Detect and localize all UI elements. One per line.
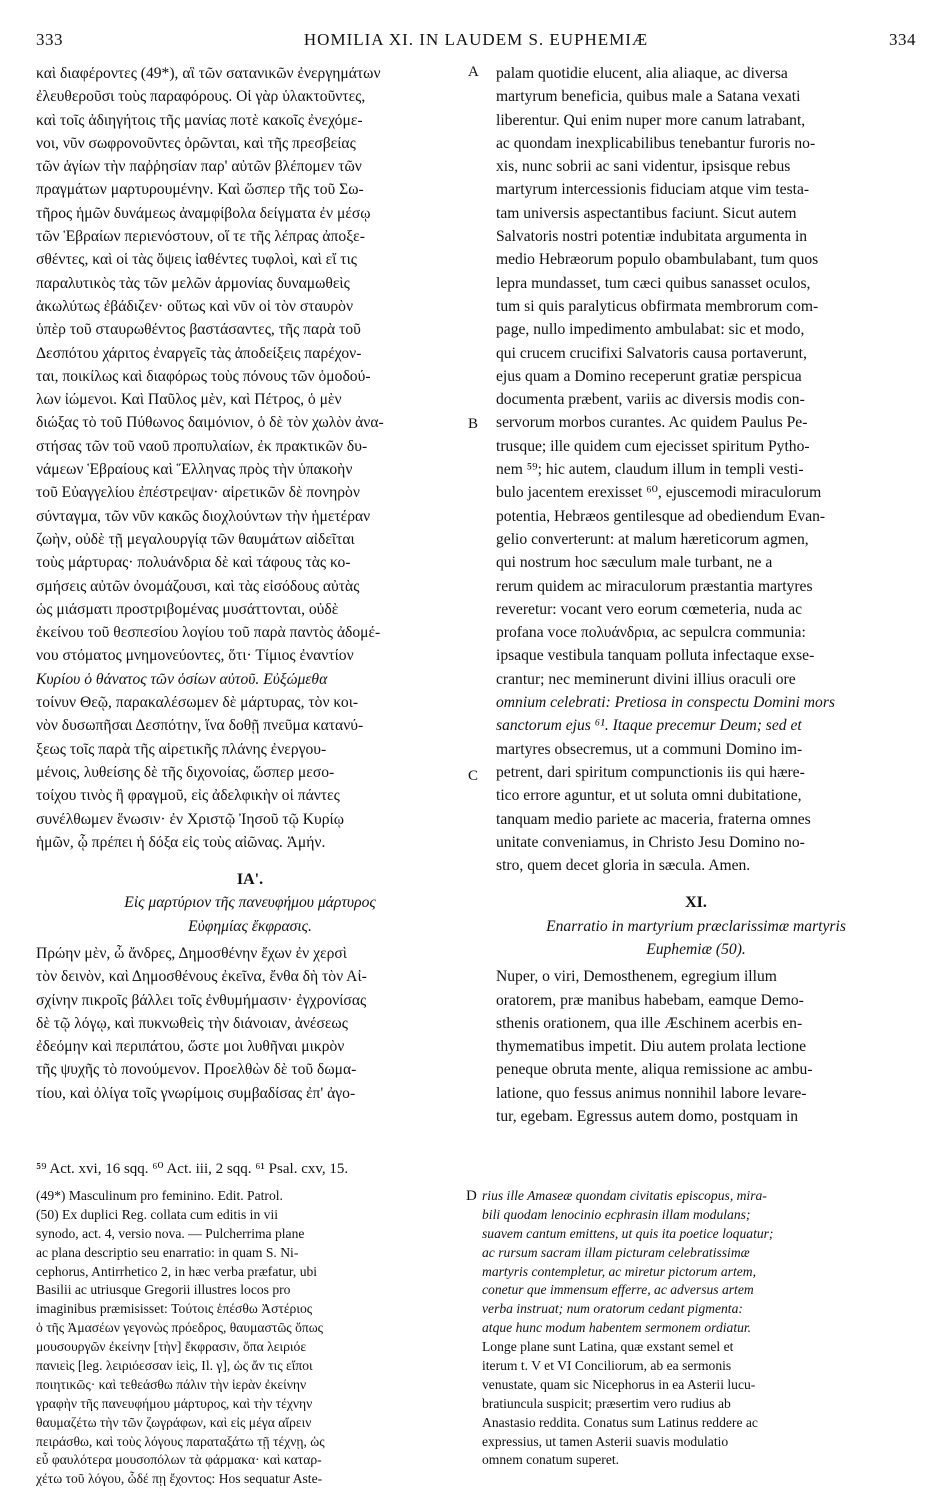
text-line: sanctorum ejus ⁶¹. Itaque precemur Deum; sed et — [496, 717, 802, 735]
text-line: martyres obsecremus, ut a communi Domino im- — [496, 740, 803, 758]
text-line: reveretur: vocant vero eorum cœmeteria, nuda ac — [496, 600, 803, 618]
text-line: ὡς μιάσματι προστριβομένας μυσάττονται, οὐδὲ — [36, 600, 339, 618]
note-line: Anastasio reddita. Conatus sum Latinus reddere ac — [482, 1414, 758, 1430]
text-line: Nuper, o viri, Demosthenem, egregium illum — [496, 968, 777, 986]
text-line: καὶ τοῖς ἀδιηγήτοις τῆς μανίας ποτὲ κακοῖς ἐνεχόμε- — [36, 111, 363, 129]
note-line: (49*) Masculinum pro feminino. Edit. Patrol. — [36, 1188, 283, 1203]
notes-left-column — [36, 1187, 462, 1489]
note-line: bratiuncula suspicit; præsertim vero rudius ab — [482, 1395, 731, 1411]
text-line: tanquam medio pariete ac maceria, fraterna omnes — [496, 810, 811, 828]
text-line: bulo jacentem erexisset ⁶⁰, ejuscemodi miraculorum — [496, 484, 822, 502]
text-line: ἐδεόμην καὶ περιπάτου, ὥστε μοι λυθῆναι μικρὸν — [36, 1038, 345, 1056]
text-line: τῆρος ἡμῶν δυνάμεως ἀναμφίβολα δείγματα ἐν μέσῳ — [36, 204, 371, 222]
text-line: oratorem, præ manibus habebam, eamque Demo- — [496, 991, 804, 1009]
margin-letter-d: D — [466, 1188, 477, 1204]
text-line: gelio converterunt: at malum hæreticorum agmen, — [496, 530, 809, 548]
page-number-left: 333 — [36, 30, 63, 49]
text-line: tam universis aspectantibus faciunt. Sicut autem — [496, 204, 797, 222]
text-line: τῶν ἁγίων τὴν παῤῥησίαν παρ' αὐτῶν βλέπομεν τῶν — [36, 158, 362, 176]
section-title: Enarratio in martyrium præclarissimæ martyris — [546, 917, 846, 935]
notes-right-column — [482, 1187, 894, 1470]
text-line: medio Hebræorum populo obambulabant, tum quos — [496, 251, 819, 269]
text-line: ἡμῶν, ᾧ πρέπει ἡ δόξα εἰς τοὺς αἰῶνας. Ἀμήν. — [36, 833, 326, 851]
text-line: thymematibus impetit. Diu autem prolata lectione — [496, 1038, 807, 1056]
text-line: νάμεων Ἑβραίους καὶ Ἕλληνας πρὸς τὴν ὑπακοὴν — [36, 461, 353, 479]
section-title: Εὐφημίας ἔκφρασις. — [188, 917, 312, 935]
section-number: XI. — [685, 894, 707, 912]
text-line: potentia, Hebræos gentilesque ad obediendum Evan- — [496, 507, 826, 525]
greek-column — [36, 62, 464, 1105]
note-line: expressius, ut tamen Asterii suavis modulatio — [482, 1433, 729, 1449]
text-line: σθέντες, καὶ οἱ τὰς ὄψεις ἰαθέντες τυφλοὶ, καὶ εἴ τις — [36, 251, 357, 269]
text-line: νὸν δυσωπῆσαι Δεσπότην, ἵνα δοθῇ πνεῦμα κατανύ- — [36, 717, 364, 735]
note-line: omnem conatum superet. — [482, 1452, 620, 1468]
text-line: unitate conveniamus, in Christo Jesu Domino no- — [496, 833, 805, 851]
margin-letter-c: C — [468, 768, 479, 784]
text-line: πραγμάτων μαρτυρουμένην. Καὶ ὥσπερ τῆς τοῦ Σω- — [36, 181, 364, 199]
text-line: τὸν δεινὸν, καὶ Δημοσθένους ἐκεῖνα, ἔνθα δὴ τὸν Αἰ- — [36, 968, 367, 986]
text-line: τοὺς μάρτυρας· πολυάνδρια δὲ καὶ τάφους τὰς κο- — [36, 554, 351, 572]
text-line: omnium celebrati: Pretiosa in conspectu Domini mors — [496, 694, 835, 712]
margin-letter-b: B — [468, 416, 479, 432]
note-line: conetur que immensum efferre, ac adversus artem — [482, 1282, 754, 1298]
note-line: χέτω τοῦ λόγου, ὧδέ πῃ ἔχοντος: Hos sequatur Aste- — [36, 1471, 323, 1487]
note-line: rius ille Amaseæ quondam civitatis episcopus, mira- — [482, 1188, 767, 1203]
text-line: ὑπὲρ τοῦ σταυρωθέντος βαστάσαντες, τῆς παρὰ τοῦ — [36, 321, 361, 339]
note-line: bili quodam lenocinio ecphrasin illam modulans; — [482, 1206, 751, 1222]
page-header — [36, 30, 916, 54]
text-line: lepra mundasset, tum cæci quibus sanasset oculos, — [496, 274, 811, 292]
text-line: martyrum beneficia, quibus male a Satana vexati — [496, 88, 801, 106]
text-line: stro, quem decet gloria in sæcula. Amen. — [496, 857, 751, 875]
text-line: martyrum intercessionis fiduciam atque vim testa- — [496, 181, 810, 199]
text-line: crantur; nec meminerunt divini illius oraculi ore — [496, 670, 796, 688]
text-line: servorum morbos curantes. Ac quidem Paulus Pe- — [496, 414, 808, 432]
page-number-right: 334 — [889, 30, 916, 49]
text-line: ζωὴν, οὐδὲ τῇ μεγαλουργίᾳ τῶν θαυμάτων αἰδεῖται — [36, 530, 355, 548]
note-line: iterum t. V et VI Conciliorum, ab ea sermonis — [482, 1358, 732, 1374]
text-line: Salvatoris nostri potentiæ indubitata argumenta in — [496, 228, 808, 246]
text-line: ac quondam inexplicabilibus tenebantur furoris no- — [496, 134, 816, 152]
running-title: HOMILIA XI. IN LAUDEM S. EUPHEMIÆ — [303, 30, 649, 49]
text-line: σχίνην πικροῖς βάλλει τοῖς ἐνθυμήμασιν· ἐγχρονίσας — [36, 991, 367, 1009]
text-line: tur, egebam. Egressus autem domo, postquam in — [496, 1108, 799, 1126]
text-line: στήσας τῶν τοῦ ναοῦ προπυλαίων, ἐκ πρακτικῶν δυ- — [36, 437, 368, 455]
text-line: qui crucem crucifixi Salvatoris causa portaverunt, — [496, 344, 807, 362]
note-line: verba instruat; num oratorum cedant pigmenta: — [482, 1301, 743, 1317]
section-title: Εἰς μαρτύριον τῆς πανευφήμου μάρτυρος — [124, 894, 376, 912]
text-line: συνέλθωμεν ἕνωσιν· ἐν Χριστῷ Ἰησοῦ τῷ Κυρίῳ — [36, 810, 345, 828]
note-line: ac rursum sacram illam picturam celebratissimæ — [482, 1244, 750, 1260]
scripture-references: ⁵⁹ Act. xvi, 16 sqq. ⁶⁰ Act. iii, 2 sqq. ⁶¹ Psal. cxv, 15. — [36, 1161, 349, 1177]
note-line: cephorus, Antirrhetico 2, in hæc verba præfatur, ubi — [36, 1263, 318, 1279]
text-line: qui nostrum hoc sæculum male turbant, ne a — [496, 554, 773, 572]
text-line: peneque obruta mente, aliqua remissione ac ambu- — [496, 1061, 813, 1079]
text-line: λων ἰώμενοι. Καὶ Παῦλος μὲν, καὶ Πέτρος, ὁ μὲν — [36, 391, 342, 409]
text-line: νοι, νῦν σωφρονοῦντες ὁρῶνται, καὶ τῆς πρεσβείας — [36, 134, 356, 152]
note-line: πειράσθω, καὶ τοὺς λόγους παραταξάτω τῇ τέχνῃ, ὡς — [36, 1433, 325, 1449]
note-line: ὁ τῆς Ἀμασέων γεγονὼς πρόεδρος, θαυμαστῶς ὅπως — [36, 1320, 324, 1336]
note-line: imaginibus præmisisset: Τούτοις ἑπέσθω Ἀστέριος — [36, 1301, 313, 1317]
text-line: τοῦ Εὐαγγελίου ἐπέστρεψαν· αἱρετικῶν δὲ πονηρὸν — [36, 484, 360, 502]
margin-letter-a: A — [468, 64, 479, 80]
note-line: (50) Ex duplici Reg. collata cum editis in vii — [36, 1206, 278, 1222]
note-line: martyris contempletur, ac miretur pictorum artem, — [482, 1263, 756, 1279]
text-line: petrent, dari spiritum compunctionis iis qui hære- — [496, 763, 805, 781]
text-line: Κυρίου ὁ θάνατος τῶν ὁσίων αὐτοῦ. Εὐξώμεθα — [36, 670, 328, 688]
text-line: ἐλευθεροῦσι τοὺς παραφόρους. Οἱ γὰρ ὑλακτοῦντες, — [36, 88, 366, 106]
latin-column — [496, 62, 896, 1128]
text-line: ἀκωλύτως ἐβάδιζεν· οὕτως καὶ νῦν οἱ τὸν σταυρὸν — [36, 297, 354, 315]
text-line: xis, nunc sobrii ac sani videntur, ipsisque rebus — [496, 158, 791, 176]
text-line: tum si quis paralyticus obfirmata membrorum com- — [496, 297, 819, 315]
note-line: atque hunc modum habentem sermonem ordiatur. — [482, 1320, 752, 1336]
text-line: latione, quo fessus animus nonnihil labore levare- — [496, 1084, 807, 1102]
text-line: τίου, καὶ ὀλίγα τοῖς γνωρίμοις συμβαδίσας ἐπ' ἀγο- — [36, 1084, 356, 1102]
note-line: suavem cantum emittens, ut quis ita poetice loquatur; — [482, 1225, 774, 1241]
text-line: ἐκείνου τοῦ θεσπεσίου λογίου τοῦ παρὰ παντὸς ἀδομέ- — [36, 624, 381, 642]
text-line: rerum quidem ac miraculorum præstantia martyres — [496, 577, 813, 595]
text-line: profana voce πολυάνδρια, ac sepulcra communia: — [496, 624, 806, 642]
text-line: καὶ διαφέροντες (49*), αἳ τῶν σατανικῶν ἐνεργημάτων — [36, 65, 381, 82]
text-line: τῆς ψυχῆς τὸ πονούμενον. Προελθὼν δὲ τοῦ δωμα- — [36, 1061, 357, 1079]
text-line: διώξας τὸ τοῦ Πύθωνος δαιμόνιον, ὁ δὲ τὸν χωλὸν ἀνα- — [36, 414, 384, 432]
section-title: Euphemiæ (50). — [646, 940, 746, 958]
note-line: θαυμαζέτω τὴν τῶν ζωγράφων, καὶ εἰς μέγα αἴρειν — [36, 1414, 312, 1430]
text-line: trusque; ille quidem cum ejecisset spiritum Pytho- — [496, 437, 810, 455]
text-line: σμήσεις αὐτῶν ὀνομάζουσι, καὶ τὰς εἰσόδους αὐτὰς — [36, 577, 360, 595]
text-line: liberentur. Qui enim nuper more canum latrabant, — [496, 111, 806, 129]
text-line: palam quotidie elucent, alia aliaque, ac diversa — [496, 65, 788, 82]
text-line: τοίχου τινὸς ἢ φραγμοῦ, εἰς ἀδελφικὴν οἱ πάντες — [36, 787, 340, 805]
note-line: ποιητικῶς· καὶ τεθεάσθω πάλιν τὴν ἱερὰν ἐκείνην — [36, 1376, 307, 1392]
note-line: εὖ φαυλότερα μουσοπόλων τὰ φάρμακα· καὶ καταρ- — [36, 1452, 322, 1468]
note-line: Longe plane sunt Latina, quæ exstant semel et — [482, 1339, 734, 1355]
text-line: ται, ποικίλως καὶ διαφόρως τοὺς πόνους τῶν ὁμοδού- — [36, 367, 371, 385]
section-number: ΙΑ'. — [236, 871, 264, 889]
text-line: Δεσπότου χάριτος ἐναργεῖς τὰς ἀποδείξεις παρέχον- — [36, 344, 362, 362]
note-line: synodo, act. 4, versio nova. — Pulcherrima plane — [36, 1225, 305, 1241]
text-line: δὲ τῷ λόγῳ, καὶ πυκνωθεὶς τὴν διάνοιαν, ἀνέσεως — [36, 1014, 348, 1032]
note-line: venustate, quam sic Nicephorus in ea Asterii lucu- — [482, 1376, 756, 1392]
text-line: μένοις, λυθείσης δὲ τῆς διχονοίας, ὥσπερ μεσο- — [36, 763, 335, 781]
note-line: γραφὴν τῆς πανευφήμου μάρτυρος, καὶ τὴν τέχνην — [36, 1395, 313, 1411]
note-line: ac plana descriptio seu enarratio: in quam S. Ni- — [36, 1244, 299, 1260]
text-line: ξεως τοῖς παρὰ τῆς αἱρετικῆς πλάνης ἐνεργου- — [36, 740, 327, 758]
text-line: παραλυτικὸς τὰς τῶν μελῶν ἁρμονίας δυναμωθεὶς — [36, 274, 350, 292]
text-line: νου στόματος μνημονεύοντες, ὅτι· Τίμιος ἐναντίον — [36, 647, 354, 665]
text-line: τοίνυν Θεῷ, παρακαλέσωμεν δὲ μάρτυρας, τὸν κοι- — [36, 694, 359, 712]
note-line: μουσουργῶν ἐκείνην [τὴν] ἔκφρασιν, ὅπα λειριόε — [36, 1339, 307, 1355]
note-line: Basilii ac utriusque Gregorii illustres locos pro — [36, 1282, 291, 1298]
text-line: nem ⁵⁹; hic autem, claudum illum in templi vesti- — [496, 461, 804, 479]
note-line: πανιεὶς [leg. λειριόεσσαν ἱεὶς, Il. γ], ὡς ἄν τις εἴποι — [36, 1358, 313, 1374]
text-line: ipsaque vestibula tanquam polluta infectaque exse- — [496, 647, 815, 665]
text-line: documenta præbent, variis ac diversis modis con- — [496, 391, 805, 409]
text-line: tico errore aguntur, et ut soluta omni dubitatione, — [496, 787, 802, 805]
text-line: σύνταγμα, τῶν νῦν κακῶς διοχλούντων τὴν ἡμετέραν — [36, 507, 371, 525]
text-line: ejus quam a Domino receperunt gratiæ perspicua — [496, 367, 802, 385]
text-line: τῶν Ἑβραίων περιενόστουν, οἵ τε τῆς λέπρας ἀποξε- — [36, 228, 365, 246]
text-line: page, nullo impedimento ambulabat: sic et modo, — [496, 321, 805, 339]
text-line: Πρώην μὲν, ὦ ἄνδρες, Δημοσθένην ἔχων ἐν χερσὶ — [36, 944, 347, 962]
text-line: sthenis orationem, qua ille Æschinem acerbis en- — [496, 1014, 803, 1032]
